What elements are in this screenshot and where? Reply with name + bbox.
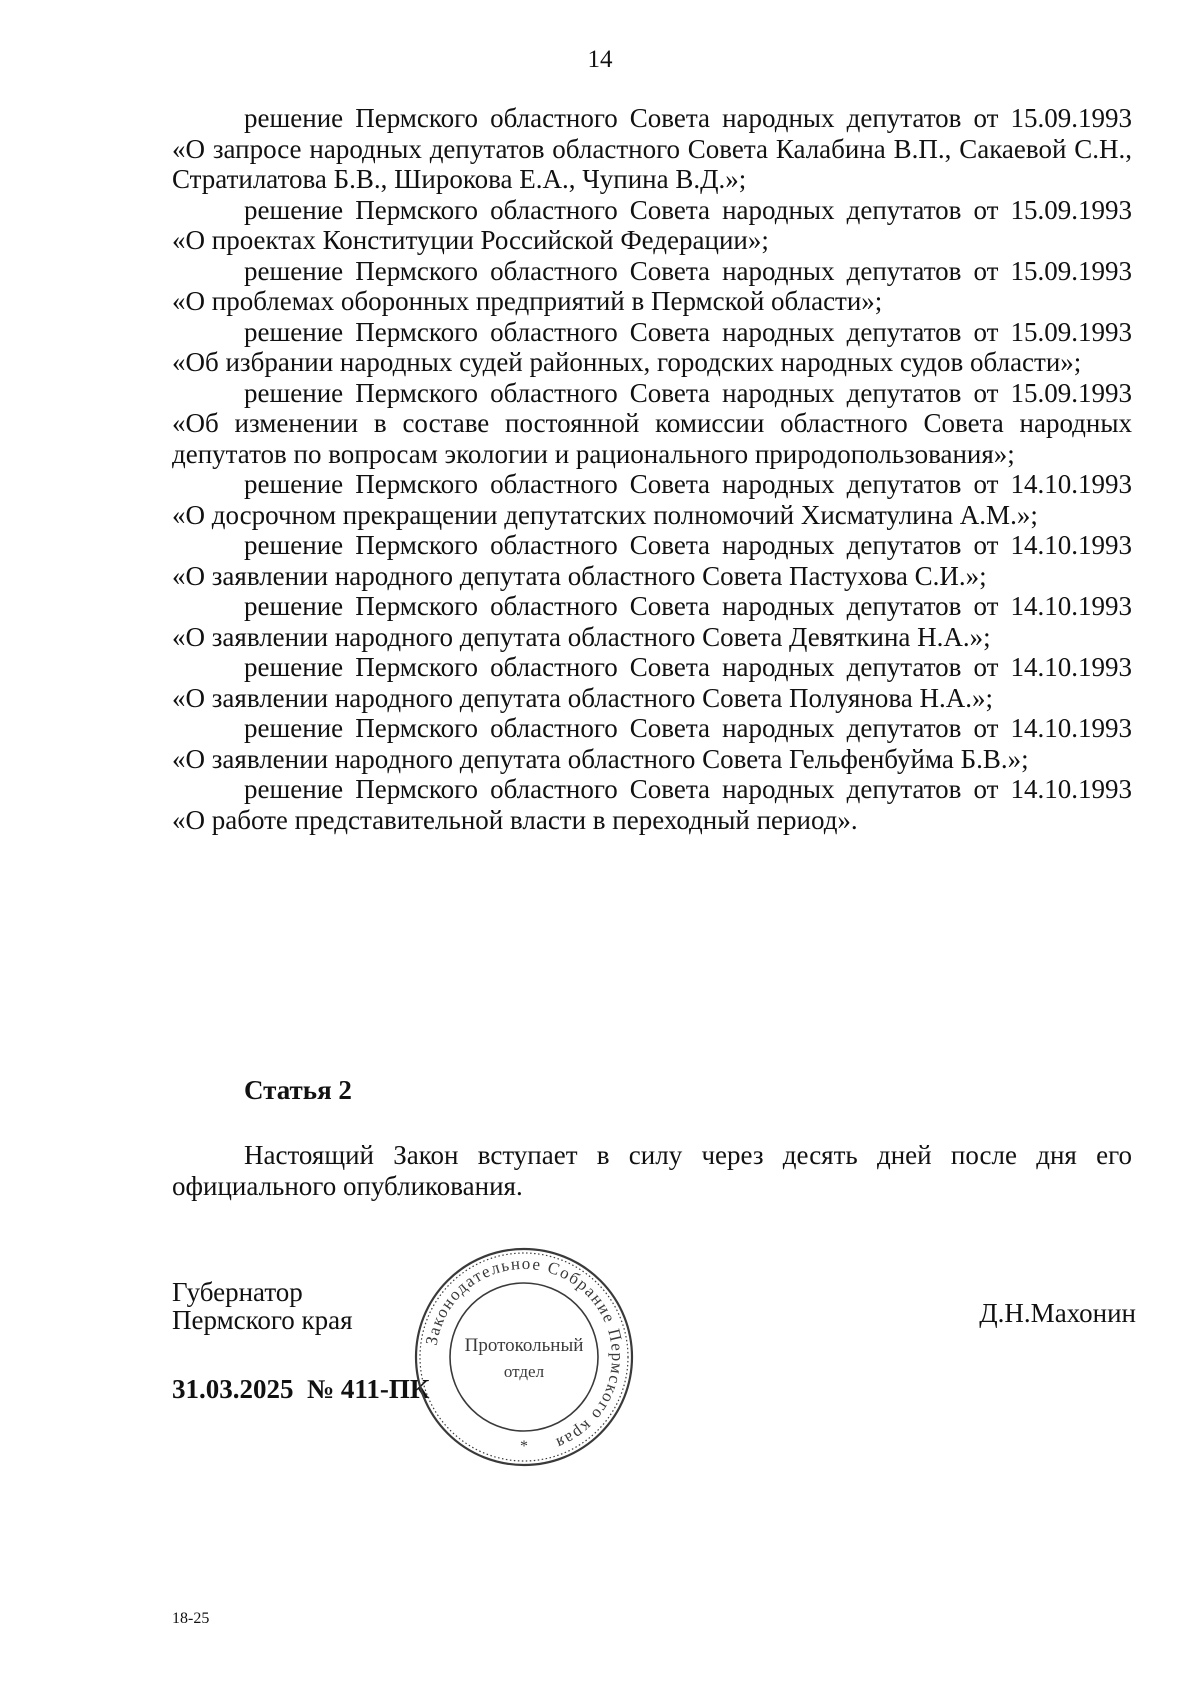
article-paragraph: Настоящий Закон вступает в силу через десять дней после дня его официального опубликования. (172, 1140, 1132, 1201)
law-date-number: 31.03.2025 № 411-ПК (172, 1374, 430, 1404)
repealed-act-item: решение Пермского областного Совета народных депутатов от 14.10.1993 «О заявлении народного депутата областного Совета Гельфенбуйма Б.В.»; (172, 713, 1132, 774)
repealed-act-item: решение Пермского областного Совета народных депутатов от 15.09.1993 «О запросе народных депутатов областного Совета Калабина В.П., Сакаевой С.Н., Стратилатова Б.В., Широкова Е.А., Чупина В.Д.»; (172, 103, 1132, 194)
repealed-act-item: решение Пермского областного Совета народных депутатов от 15.09.1993 «О проектах Конституции Российской Федерации»; (172, 194, 1132, 255)
repealed-acts-list (172, 103, 1132, 835)
repealed-act-item: решение Пермского областного Совета народных депутатов от 15.09.1993 «О проблемах оборонных предприятий в Пермской области»; (172, 255, 1132, 316)
article-heading: Статья 2 (244, 1075, 352, 1105)
page-number: 14 (587, 46, 613, 73)
seal-outer-text: Законодательное Собрание Пермского края (421, 1253, 628, 1454)
document-code: 18-25 (172, 1610, 210, 1627)
repealed-act-item: решение Пермского областного Совета народных депутатов от 15.09.1993 «Об изменении в составе постоянной комиссии областного Совета народных депутатов по вопросам экологии и рационального природопользования»; (172, 377, 1132, 469)
seal-inner-ring (450, 1283, 598, 1431)
repealed-act-item: решение Пермского областного Совета народных депутатов от 14.10.1993 «О заявлении народного депутата областного Совета Полуянова Н.А.»; (172, 652, 1132, 713)
signer-title-line: Губернатор (172, 1277, 303, 1307)
article-body (172, 1140, 1132, 1201)
repealed-act-item: решение Пермского областного Совета народных депутатов от 14.10.1993 «О досрочном прекращении депутатских полномочий Хисматулина А.М.»; (172, 469, 1132, 530)
official-seal (410, 1243, 638, 1471)
signer-title (172, 1278, 353, 1334)
repealed-act-item: решение Пермского областного Совета народных депутатов от 14.10.1993 «О заявлении народного депутата областного Совета Девяткина Н.А.»; (172, 591, 1132, 652)
repealed-act-item: решение Пермского областного Совета народных депутатов от 14.10.1993 «О заявлении народного депутата областного Совета Пастухова С.И.»; (172, 530, 1132, 591)
seal-inner-text: отдел (503, 1362, 545, 1381)
seal-inner-text: Протокольный (464, 1335, 584, 1356)
repealed-act-item: решение Пермского областного Совета народных депутатов от 14.10.1993 «О работе представительной власти в переходный период». (172, 774, 1132, 835)
seal-star: * (520, 1438, 528, 1455)
signer-title-line: Пермского края (172, 1305, 353, 1335)
signer-name: Д.Н.Махонин (979, 1298, 1136, 1328)
seal-outer-ring (416, 1249, 632, 1465)
repealed-act-item: решение Пермского областного Совета народных депутатов от 15.09.1993 «Об избрании народных судей районных, городских народных судов области»; (172, 316, 1132, 377)
